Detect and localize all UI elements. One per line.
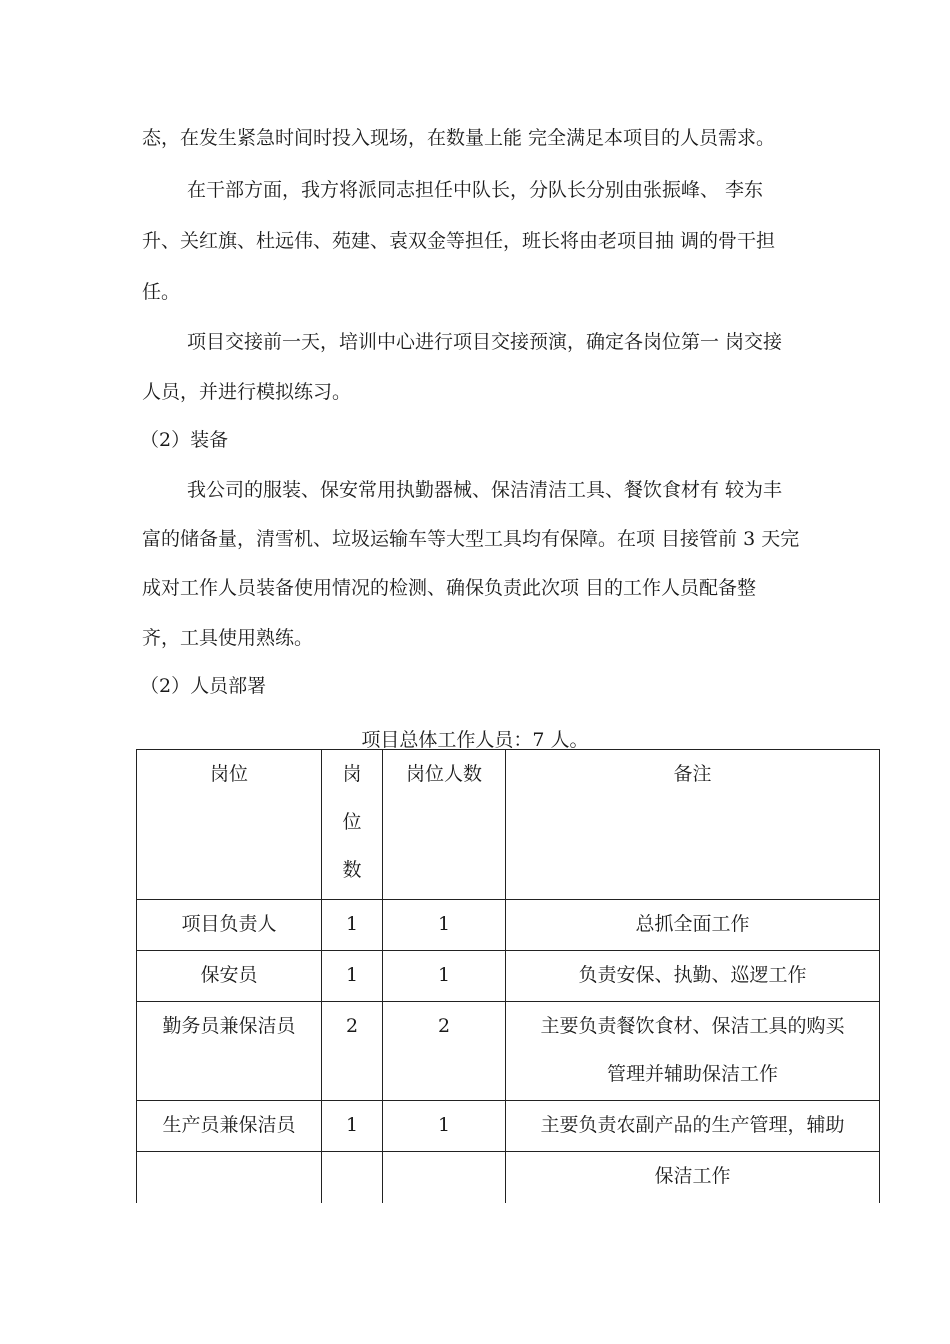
cell-post-count: 1: [322, 951, 383, 1002]
cell-staff-count: 1: [383, 1101, 506, 1152]
header-staff-count: 岗位人数: [383, 750, 506, 900]
cell-position: 项目负责人: [137, 900, 322, 951]
table-row: [137, 1002, 880, 1101]
paragraph-line: 富的储备量，清雪机、垃圾运输车等大型工具均有保障。在项 目接管前 3 天完: [142, 528, 800, 550]
table-row: [137, 951, 880, 1002]
paragraph-line: 在干部方面，我方将派同志担任中队长，分队长分别由张振峰、 李东: [187, 179, 764, 201]
cell-position: [137, 1152, 322, 1203]
paragraph-line: 成对工作人员装备使用情况的检测、确保负责此次项 目的工作人员配备整: [142, 577, 757, 599]
cell-remarks-line: 管理并辅助保洁工作: [606, 1063, 778, 1085]
header-post-count-char: 岗: [342, 763, 362, 785]
table-row: [137, 900, 880, 951]
cell-staff-count: [383, 1152, 506, 1203]
header-post-count: [322, 750, 383, 900]
cell-position: 勤务员兼保洁员: [137, 1002, 322, 1101]
table-row: [137, 1101, 880, 1152]
paragraph-line: 齐，工具使用熟练。: [142, 627, 314, 649]
cell-remarks: 总抓全面工作: [506, 900, 880, 951]
staffing-table: [136, 749, 880, 1203]
paragraph-line: 人员，并进行模拟练习。: [142, 381, 352, 403]
cell-post-count: 1: [322, 1101, 383, 1152]
cell-position: 生产员兼保洁员: [137, 1101, 322, 1152]
cell-staff-count: 2: [383, 1002, 506, 1101]
section-heading-staffing: （2）人员部署: [140, 675, 267, 697]
header-post-count-char: 数: [342, 859, 362, 881]
table-caption: 项目总体工作人员：7 人。: [361, 729, 589, 751]
table-row: [137, 1152, 880, 1203]
cell-remarks: 保洁工作: [506, 1152, 880, 1203]
cell-post-count: [322, 1152, 383, 1203]
header-position: 岗位: [137, 750, 322, 900]
header-post-count-char: 位: [342, 811, 362, 833]
paragraph-line: 态，在发生紧急时间时投入现场，在数量上能 完全满足本项目的人员需求。: [142, 127, 776, 149]
paragraph-line: 我公司的服装、保安常用执勤器械、保洁清洁工具、餐饮食材有 较为丰: [187, 479, 783, 501]
cell-post-count: 1: [322, 900, 383, 951]
cell-remarks: 主要负责农副产品的生产管理，辅助: [506, 1101, 880, 1152]
cell-remarks: [506, 1002, 880, 1101]
header-remarks: 备注: [506, 750, 880, 900]
cell-position: 保安员: [137, 951, 322, 1002]
cell-staff-count: 1: [383, 900, 506, 951]
paragraph-line: 项目交接前一天，培训中心进行项目交接预演，确定各岗位第一 岗交接: [187, 331, 783, 353]
paragraph-line: 任。: [142, 281, 181, 303]
cell-remarks-line: 主要负责餐饮食材、保洁工具的购买: [540, 1015, 845, 1037]
paragraph-line: 升、关红旗、杜远伟、苑建、袁双金等担任，班长将由老项目抽 调的骨干担: [142, 230, 776, 252]
cell-staff-count: 1: [383, 951, 506, 1002]
section-heading-equipment: （2）装备: [140, 429, 229, 451]
table-header-row: [137, 750, 880, 900]
cell-post-count: 2: [322, 1002, 383, 1101]
cell-remarks: 负责安保、执勤、巡逻工作: [506, 951, 880, 1002]
